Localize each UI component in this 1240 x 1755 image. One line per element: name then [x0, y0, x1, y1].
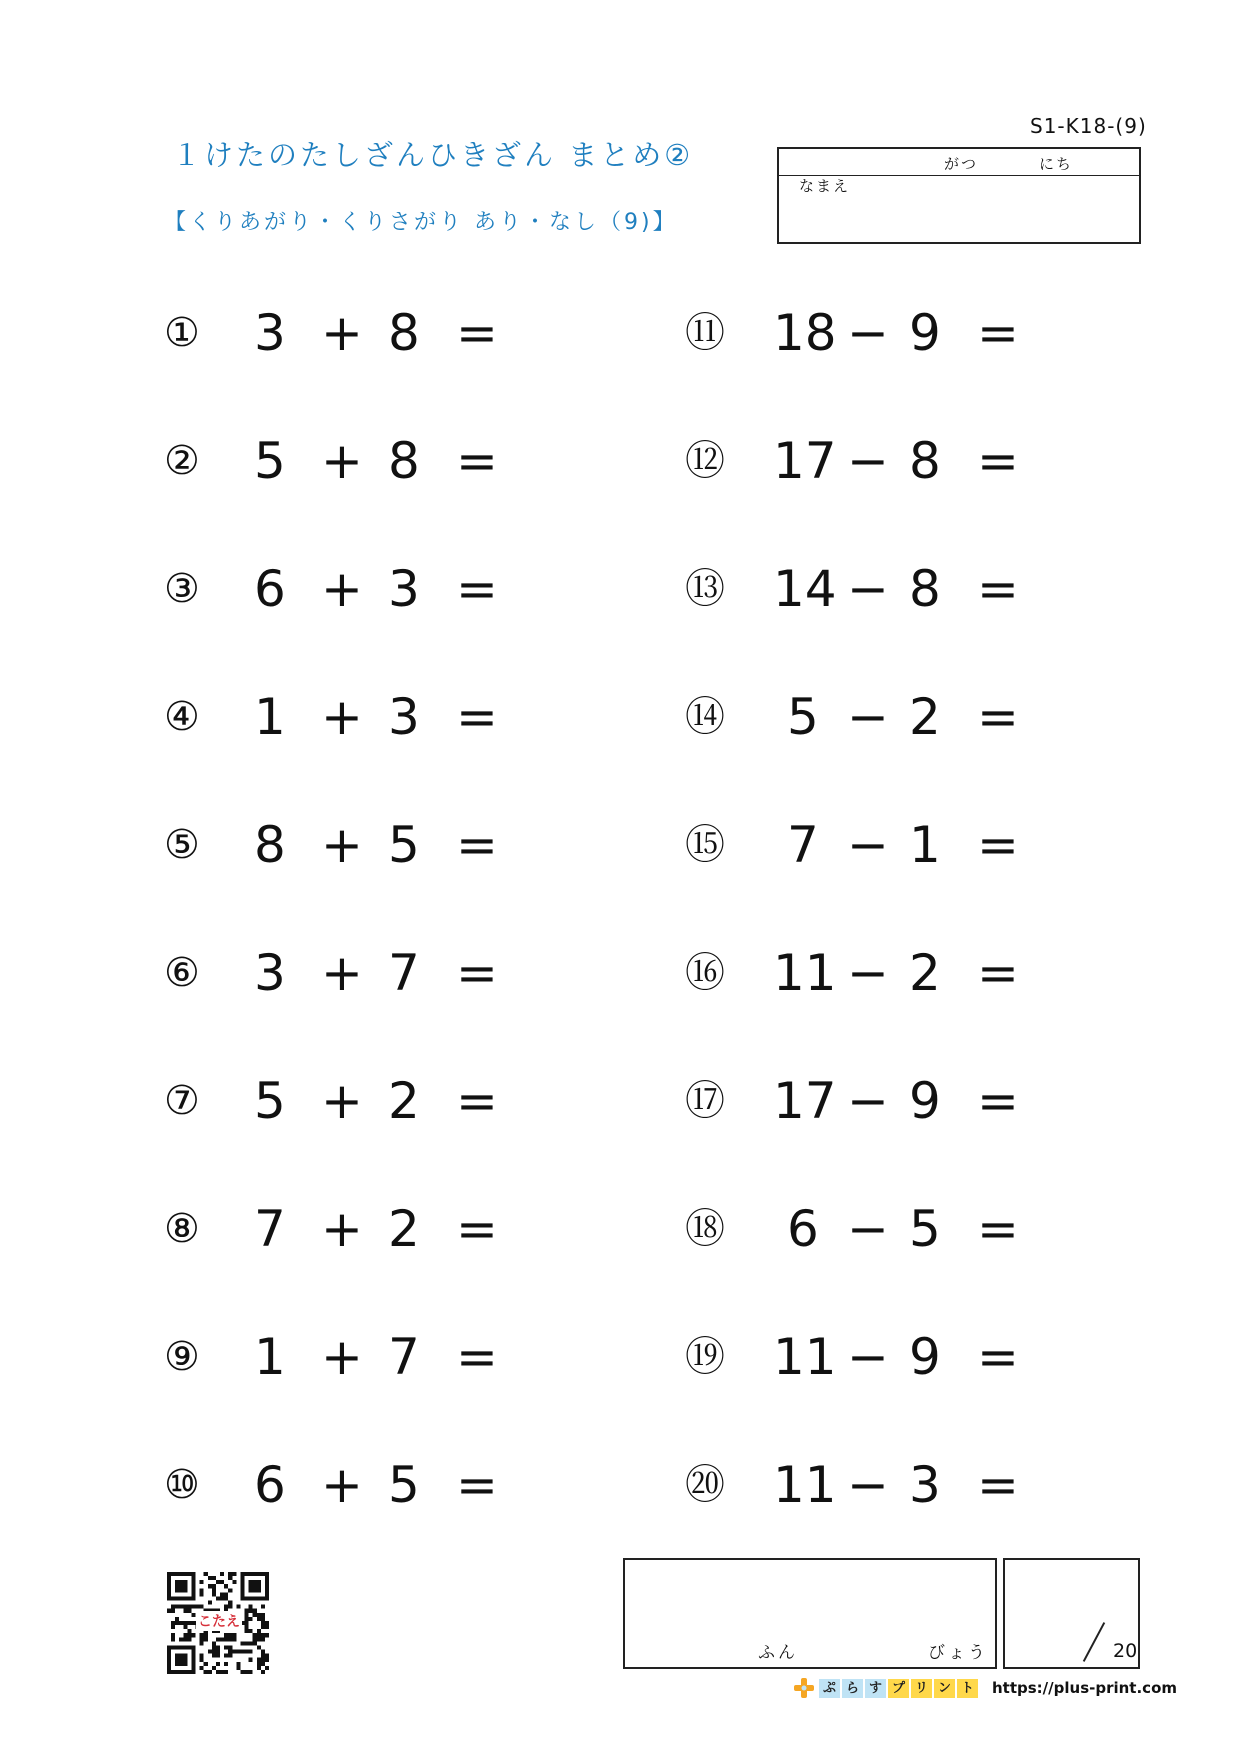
- first-operand: 14: [773, 560, 837, 618]
- second-operand: 7: [388, 944, 420, 1002]
- problem-row[interactable]: [164, 1327, 584, 1387]
- first-operand: 11: [773, 944, 837, 1002]
- first-operand: 7: [787, 816, 819, 874]
- first-operand: 6: [254, 1456, 286, 1514]
- second-operand: 2: [388, 1072, 420, 1130]
- operator: +: [321, 1200, 363, 1258]
- problem-row[interactable]: [164, 1455, 584, 1515]
- second-operand: 5: [388, 1456, 420, 1514]
- equals-sign: =: [456, 1200, 498, 1258]
- problem-number: ④: [164, 694, 200, 740]
- problem-row[interactable]: [164, 1071, 584, 1131]
- equals-sign: =: [977, 304, 1019, 362]
- first-operand: 7: [254, 1200, 286, 1258]
- second-operand: 2: [909, 944, 941, 1002]
- brand-tile: ら: [842, 1679, 863, 1698]
- problem-number: ⑦: [164, 1078, 200, 1124]
- problem-number: ⑳: [685, 1462, 725, 1508]
- brand-tile: ト: [957, 1679, 978, 1698]
- operator: −: [847, 816, 889, 874]
- second-operand: 3: [388, 688, 420, 746]
- equals-sign: =: [456, 304, 498, 362]
- operator: −: [847, 1200, 889, 1258]
- operator: +: [321, 1072, 363, 1130]
- score-slash: [1083, 1622, 1105, 1662]
- equals-sign: =: [456, 1328, 498, 1386]
- second-operand: 8: [388, 432, 420, 490]
- first-operand: 18: [773, 304, 837, 362]
- problem-number: ⑭: [685, 694, 725, 740]
- operator: +: [321, 432, 363, 490]
- brand-name-tiles: [819, 1679, 980, 1698]
- problem-row[interactable]: [685, 431, 1105, 491]
- first-operand: 11: [773, 1328, 837, 1386]
- operator: +: [321, 560, 363, 618]
- problem-number: ⑲: [685, 1334, 725, 1380]
- problem-row[interactable]: [685, 1071, 1105, 1131]
- problem-number: ⑫: [685, 438, 725, 484]
- problem-number: ⑨: [164, 1334, 200, 1380]
- operator: +: [321, 816, 363, 874]
- first-operand: 5: [787, 688, 819, 746]
- score-total: 20: [1113, 1640, 1138, 1662]
- second-operand: 9: [909, 304, 941, 362]
- first-operand: 11: [773, 1456, 837, 1514]
- problem-row[interactable]: [685, 687, 1105, 747]
- second-operand: 2: [388, 1200, 420, 1258]
- date-row[interactable]: [779, 149, 1139, 176]
- problem-number: ①: [164, 310, 200, 356]
- second-operand: 1: [909, 816, 941, 874]
- problem-number: ③: [164, 566, 200, 612]
- equals-sign: =: [977, 816, 1019, 874]
- second-operand: 5: [909, 1200, 941, 1258]
- problem-number: ⑥: [164, 950, 200, 996]
- problem-row[interactable]: [685, 559, 1105, 619]
- problem-number: ⑬: [685, 566, 725, 612]
- first-operand: 5: [254, 1072, 286, 1130]
- second-operand: 3: [909, 1456, 941, 1514]
- second-operand: 9: [909, 1072, 941, 1130]
- operator: +: [321, 1456, 363, 1514]
- operator: −: [847, 432, 889, 490]
- problem-row[interactable]: [164, 1199, 584, 1259]
- problem-number: ⑩: [164, 1462, 200, 1508]
- brand-tile: プ: [888, 1679, 909, 1698]
- problem-row[interactable]: [685, 1327, 1105, 1387]
- equals-sign: =: [977, 560, 1019, 618]
- first-operand: 1: [254, 1328, 286, 1386]
- worksheet-title: １けたのたしざんひきざん まとめ②: [172, 138, 694, 172]
- problem-row[interactable]: [164, 815, 584, 875]
- operator: −: [847, 1456, 889, 1514]
- plus-logo-icon: [793, 1677, 815, 1699]
- time-box[interactable]: [623, 1558, 997, 1669]
- brand-tile: ぷ: [819, 1679, 840, 1698]
- name-date-box[interactable]: [777, 147, 1141, 244]
- equals-sign: =: [456, 1456, 498, 1514]
- operator: −: [847, 944, 889, 1002]
- operator: −: [847, 560, 889, 618]
- equals-sign: =: [456, 688, 498, 746]
- first-operand: 5: [254, 432, 286, 490]
- operator: −: [847, 688, 889, 746]
- minutes-label: ふん: [758, 1643, 798, 1663]
- problem-row[interactable]: [685, 1455, 1105, 1515]
- month-label: がつ: [944, 155, 979, 173]
- problem-row[interactable]: [164, 943, 584, 1003]
- equals-sign: =: [456, 432, 498, 490]
- problem-row[interactable]: [685, 1199, 1105, 1259]
- second-operand: 3: [388, 560, 420, 618]
- brand-tile: す: [865, 1679, 886, 1698]
- day-label: にち: [1039, 155, 1074, 173]
- problem-row[interactable]: [164, 559, 584, 619]
- operator: +: [321, 688, 363, 746]
- second-operand: 8: [909, 432, 941, 490]
- second-operand: 7: [388, 1328, 420, 1386]
- second-operand: 8: [909, 560, 941, 618]
- equals-sign: =: [977, 432, 1019, 490]
- problem-number: ⑧: [164, 1206, 200, 1252]
- equals-sign: =: [456, 944, 498, 1002]
- first-operand: 3: [254, 304, 286, 362]
- brand-footer[interactable]: [793, 1677, 1177, 1699]
- operator: −: [847, 1072, 889, 1130]
- operator: +: [321, 304, 363, 362]
- equals-sign: =: [977, 688, 1019, 746]
- equals-sign: =: [977, 944, 1019, 1002]
- first-operand: 17: [773, 1072, 837, 1130]
- problem-number: ⑤: [164, 822, 200, 868]
- equals-sign: =: [456, 1072, 498, 1130]
- problem-number: ⑱: [685, 1206, 725, 1252]
- first-operand: 3: [254, 944, 286, 1002]
- operator: +: [321, 1328, 363, 1386]
- name-label: なまえ: [799, 177, 851, 195]
- second-operand: 2: [909, 688, 941, 746]
- equals-sign: =: [977, 1072, 1019, 1130]
- equals-sign: =: [977, 1200, 1019, 1258]
- first-operand: 8: [254, 816, 286, 874]
- problem-row[interactable]: [685, 815, 1105, 875]
- operator: −: [847, 304, 889, 362]
- problem-number: ⑰: [685, 1078, 725, 1124]
- problem-row[interactable]: [164, 687, 584, 747]
- problem-row[interactable]: [685, 943, 1105, 1003]
- operator: +: [321, 944, 363, 1002]
- problem-row[interactable]: [685, 303, 1105, 363]
- problem-number: ⑪: [685, 310, 725, 356]
- worksheet-code: S1-K18-(9): [1030, 114, 1147, 138]
- problem-row[interactable]: [164, 303, 584, 363]
- equals-sign: =: [456, 560, 498, 618]
- equals-sign: =: [977, 1328, 1019, 1386]
- problem-number: ②: [164, 438, 200, 484]
- equals-sign: =: [977, 1456, 1019, 1514]
- second-operand: 8: [388, 304, 420, 362]
- problem-row[interactable]: [164, 431, 584, 491]
- score-box[interactable]: [1003, 1558, 1140, 1669]
- operator: −: [847, 1328, 889, 1386]
- worksheet-subtitle: 【くりあがり・くりさがり あり・なし（9)】: [164, 210, 678, 235]
- problem-number: ⑮: [685, 822, 725, 868]
- answer-qr-label: こたえ: [196, 1611, 242, 1631]
- first-operand: 6: [787, 1200, 819, 1258]
- first-operand: 17: [773, 432, 837, 490]
- first-operand: 1: [254, 688, 286, 746]
- equals-sign: =: [456, 816, 498, 874]
- site-url[interactable]: https://plus-print.com: [992, 1679, 1178, 1697]
- brand-tile: リ: [911, 1679, 932, 1698]
- brand-tile: ン: [934, 1679, 955, 1698]
- second-operand: 9: [909, 1328, 941, 1386]
- first-operand: 6: [254, 560, 286, 618]
- second-operand: 5: [388, 816, 420, 874]
- problem-number: ⑯: [685, 950, 725, 996]
- seconds-label: びょう: [928, 1643, 988, 1663]
